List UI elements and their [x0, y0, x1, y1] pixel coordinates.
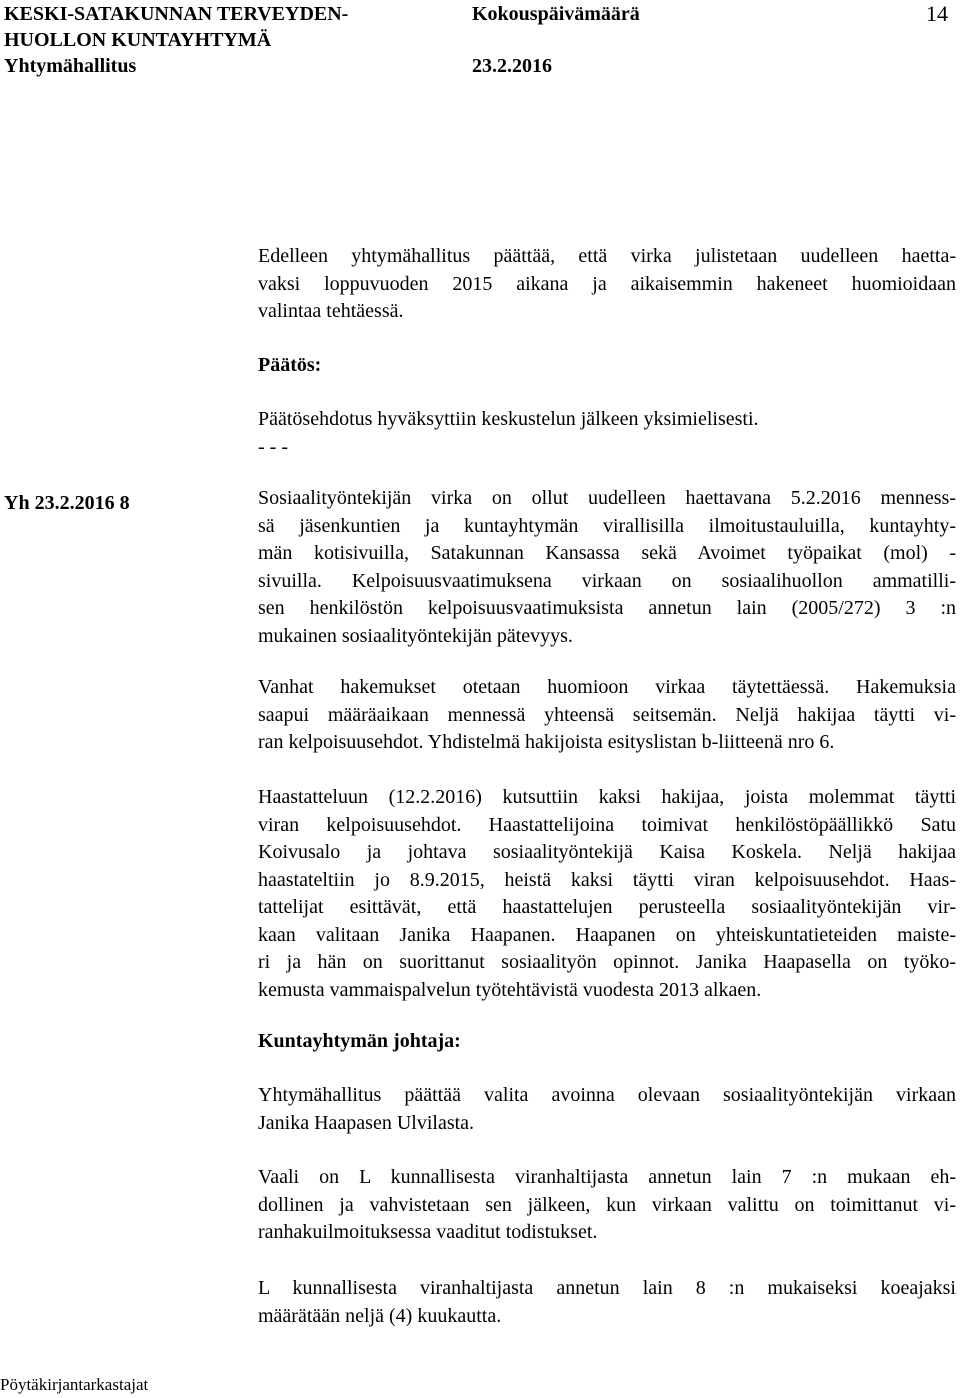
text-line: män kotisivuilla, Satakunnan Kansassa sekä Avoimet työpaikat (mol) -: [258, 542, 956, 564]
text-line: Sosiaalityöntekijän virka on ollut uudelleen haettavana 5.2.2016 menness-: [258, 487, 956, 509]
separator: - - -: [258, 436, 288, 458]
text-line: Koivusalo ja johtava sosiaalityöntekijä Kaisa Koskela. Neljä hakijaa: [258, 841, 956, 863]
page-number: 14: [926, 1, 948, 26]
text-line: Vaali on L kunnallisesta viranhaltijasta annetun lain 7 :n mukaan eh-: [258, 1166, 956, 1188]
text-line: Edelleen yhtymähallitus päättää, että virka julistetaan uudelleen haetta-: [258, 245, 956, 267]
section-paragraph-5: [258, 1164, 956, 1247]
section-paragraph-1: [258, 485, 956, 650]
text-line: sivuilla. Kelpoisuusvaatimuksena virkaan on sosiaalihuollon ammatilli-: [258, 569, 956, 592]
section-paragraph-4: [258, 1082, 956, 1137]
footer-label: Pöytäkirjantarkastajat: [0, 1375, 149, 1394]
meeting-body: Yhtymähallitus: [4, 55, 137, 77]
text-line: Janika Haapasen Ulvilasta.: [258, 1111, 475, 1134]
date-label: Kokouspäivämäärä: [472, 3, 640, 25]
decision-text: Päätösehdotus hyväksyttiin keskustelun jälkeen yksimielisesti.: [258, 408, 759, 430]
text-line: sä jäsenkuntien ja kuntayhtymän virallisilla ilmoitustauluilla, kuntayhty-: [258, 514, 956, 537]
text-line: vaksi loppuvuoden 2015 aikana ja aikaisemmin hakeneet huomioidaan: [258, 272, 956, 295]
section-paragraph-3: [258, 784, 956, 1004]
text-line: Vanhat hakemukset otetaan huomioon virkaa täytettäessä. Hakemuksia: [258, 676, 956, 698]
text-line: mukainen sosiaalityöntekijän pätevyys.: [258, 624, 573, 647]
section-paragraph-2: [258, 674, 956, 757]
director-heading: Kuntayhtymän johtaja:: [258, 1030, 461, 1052]
text-line: haastateltiin jo 8.9.2015, heistä kaksi täytti viran kelpoisuusehdot. Haas-: [258, 868, 956, 891]
text-line: ranhakuilmoituksessa vaaditut todistukset.: [258, 1221, 598, 1243]
text-line: kemusta vammaispalvelun työtehtävistä vuodesta 2013 alkaen.: [258, 978, 762, 1001]
decision-heading: Päätös:: [258, 354, 322, 376]
text-line: ran kelpoisuusehdot. Yhdistelmä hakijoista esityslistan b-liitteenä nro 6.: [258, 731, 835, 753]
text-line: ri ja hän on suorittanut sosiaalityön opinnot. Janika Haapasella on työko-: [258, 951, 956, 973]
text-line: Haastatteluun (12.2.2016) kutsuttiin kaksi hakijaa, joista molemmat täytti: [258, 786, 956, 808]
intro-paragraph: [258, 243, 956, 326]
text-line: saapui määräaikaan mennessä yhteensä seitsemän. Neljä hakijaa täytti vi-: [258, 703, 956, 726]
text-line: sen henkilöstön kelpoisuusvaatimuksista annetun lain (2005/272) 3 :n: [258, 597, 956, 619]
text-line: tattelijat esittävät, että haastattelujen perusteella sosiaalityöntekijän vir-: [258, 896, 956, 918]
text-line: L kunnallisesta viranhaltijasta annetun lain 8 :n mukaiseksi koeajaksi: [258, 1277, 956, 1299]
text-line: Yhtymähallitus päättää valita avoinna olevaan sosiaalityöntekijän virkaan: [258, 1084, 956, 1106]
section-label: Yh 23.2.2016 8: [4, 492, 130, 514]
text-line: kaan valitaan Janika Haapanen. Haapanen on yhteiskuntatieteiden maiste-: [258, 923, 956, 946]
section-paragraph-6: [258, 1275, 956, 1330]
org-name-line2: HUOLLON KUNTAYHTYMÄ: [4, 29, 272, 51]
text-line: valintaa tehtäessä.: [258, 300, 404, 322]
text-line: viran kelpoisuusehdot. Haastattelijoina toimivat henkilöstöpäällikkö Satu: [258, 813, 956, 836]
org-name-line1: KESKI-SATAKUNNAN TERVEYDEN-: [4, 3, 349, 25]
text-line: dollinen ja vahvistetaan sen jälkeen, kun virkaan valittu on toimittanut vi-: [258, 1193, 956, 1216]
text-line: määrätään neljä (4) kuukautta.: [258, 1304, 502, 1327]
meeting-date: 23.2.2016: [472, 55, 552, 77]
